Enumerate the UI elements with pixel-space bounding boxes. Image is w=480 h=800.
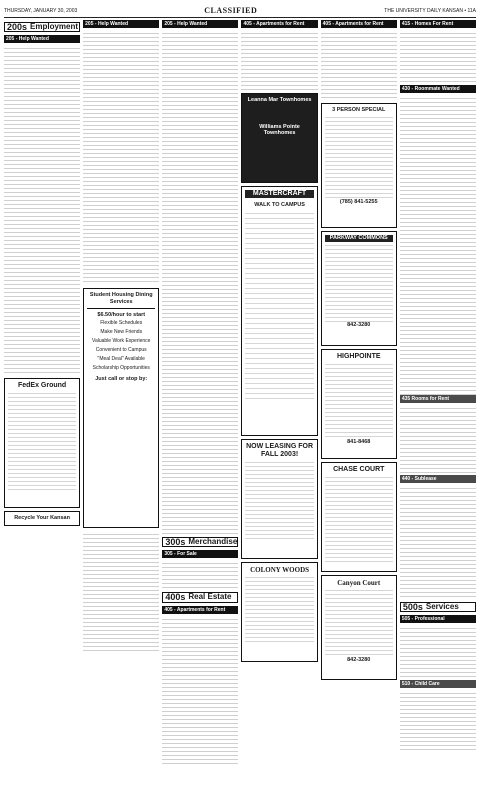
chase-court-logo: CHASE COURT (333, 466, 385, 473)
childcare-listings (400, 690, 476, 750)
homes-listings (400, 30, 476, 85)
dining-item: Make New Friends (100, 328, 143, 335)
now-leasing-body (245, 459, 313, 539)
masthead-section: CLASSIFIED (204, 6, 258, 15)
apartments-bar-5: 405 - Apartments for Rent (321, 20, 397, 28)
employment-label: Employment (30, 22, 79, 31)
merchandise-label: Merchandise (188, 537, 238, 546)
chase-court-ad (321, 462, 397, 572)
dining-item: Scholarship Opportunities (92, 364, 150, 371)
col4-listings (241, 30, 317, 90)
highpointe-ad (321, 349, 397, 459)
fedex-body (8, 390, 76, 490)
three-person-phone: (785) 841-5255 (339, 198, 378, 205)
for-sale-listings (162, 560, 238, 590)
col2-classifieds (83, 30, 159, 285)
colony-woods-body (245, 574, 313, 644)
real-estate-label: Real Estate (188, 592, 232, 602)
sublease-listings (400, 485, 476, 600)
mastercraft-ad (241, 186, 317, 436)
fedex-logo: FedEx Ground (17, 382, 67, 390)
column-5 (321, 20, 397, 796)
now-leasing-title: NOW LEASING FOR FALL 2003! (246, 443, 314, 458)
col3-classifieds (162, 30, 238, 535)
col5-listings (321, 30, 397, 100)
chase-court-body (325, 474, 393, 562)
walk-to-campus: WALK TO CAMPUS (254, 202, 305, 208)
parkway-body (325, 242, 393, 322)
employment-number: 200s (7, 22, 28, 32)
recycle-ad (4, 511, 80, 526)
apartments-bar-4: 405 - Apartments for Rent (241, 20, 317, 28)
parkway-ad (321, 231, 397, 346)
recycle-text: Recycle Your Kansan (14, 515, 70, 522)
colony-woods-logo: COLONY WOODS (250, 566, 310, 574)
services-header (400, 602, 476, 612)
colony-woods-ad (241, 562, 317, 662)
dining-item: Flexible Schedules (100, 319, 143, 326)
dining-item: Convenient to Campus (95, 346, 147, 353)
mastercraft-body (245, 209, 313, 399)
roommate-wanted-bar: 430 - Roommate Wanted (400, 85, 476, 93)
parkway-phone: 842-3280 (347, 321, 371, 328)
real-estate-number: 400s (165, 592, 186, 603)
highpointe-body (325, 361, 393, 439)
merchandise-header (162, 537, 238, 547)
sublease-bar: 440 - Sublease (400, 475, 476, 483)
leanna-mar-title: Leanna Mar Townhomes (247, 97, 312, 103)
three-person-title: 3 PERSON SPECIAL (332, 107, 386, 113)
leanna-mar-ad (241, 93, 317, 183)
canyon-court-body (325, 587, 393, 657)
rooms-for-rent-bar: 435 Rooms for Rent (400, 395, 476, 403)
dining-item: Valuable Work Experience (92, 337, 151, 344)
highpointe-logo: HIGHPOINTE (336, 353, 381, 360)
column-6 (400, 20, 476, 796)
for-sale-bar: 305 - For Sale (162, 550, 238, 558)
now-leasing-ad (241, 439, 317, 559)
help-wanted-bar: 205 - Help Wanted (4, 35, 80, 43)
williams-pointe-title: Williams Pointe Townhomes (259, 123, 300, 136)
fedex-ad (4, 378, 80, 508)
three-person-ad (321, 103, 397, 228)
dining-ad (83, 288, 159, 528)
col1-classifieds (4, 45, 80, 375)
professional-bar: 505 - Professional (400, 615, 476, 623)
masthead (4, 4, 476, 18)
dining-pay: $6.50/hour to start (97, 312, 146, 318)
column-2 (83, 20, 159, 796)
classified-grid (4, 20, 476, 796)
child-care-bar: 510 - Child Care (400, 680, 476, 688)
help-wanted-bar-2: 205 - Help Wanted (83, 20, 159, 28)
dining-call: Just call or stop by: (95, 375, 148, 382)
professional-listings (400, 625, 476, 680)
apartments-bar-3: 405 - Apartments for Rent (162, 606, 238, 614)
canyon-court-logo: Canyon Court (337, 579, 381, 587)
highpointe-phone: 841-8468 (347, 439, 371, 445)
canyon-court-ad (321, 575, 397, 680)
masthead-paper: THE UNIVERSITY DAILY KANSAN • 11A (384, 7, 476, 14)
rooms-listings (400, 405, 476, 475)
masthead-date: THURSDAY, JANUARY 30, 2003 (4, 7, 78, 14)
real-estate-header (162, 592, 238, 602)
column-3 (162, 20, 238, 796)
dining-rule (87, 308, 155, 309)
three-person-body (325, 114, 393, 199)
merchandise-number: 300s (165, 537, 186, 547)
services-number: 500s (402, 602, 423, 612)
col3-apartment-listings (162, 616, 238, 766)
column-4 (241, 20, 317, 796)
homes-for-rent-bar: 415 - Homes For Rent (400, 20, 476, 28)
col2-more-classifieds (83, 531, 159, 651)
mastercraft-logo: MASTERCRAFT (245, 190, 313, 198)
roommate-listings (400, 95, 476, 395)
employment-header (4, 22, 80, 32)
canyon-court-phone: 842-3280 (347, 657, 371, 663)
dining-title: Student Housing Dining Services (89, 292, 153, 305)
dining-item: "Meal Deal" Available (97, 355, 145, 362)
column-1 (4, 20, 80, 796)
services-label: Services (425, 602, 459, 611)
help-wanted-bar-3: 205 - Help Wanted (162, 20, 238, 28)
parkway-logo: PARKWAY COMMONS (325, 235, 393, 242)
